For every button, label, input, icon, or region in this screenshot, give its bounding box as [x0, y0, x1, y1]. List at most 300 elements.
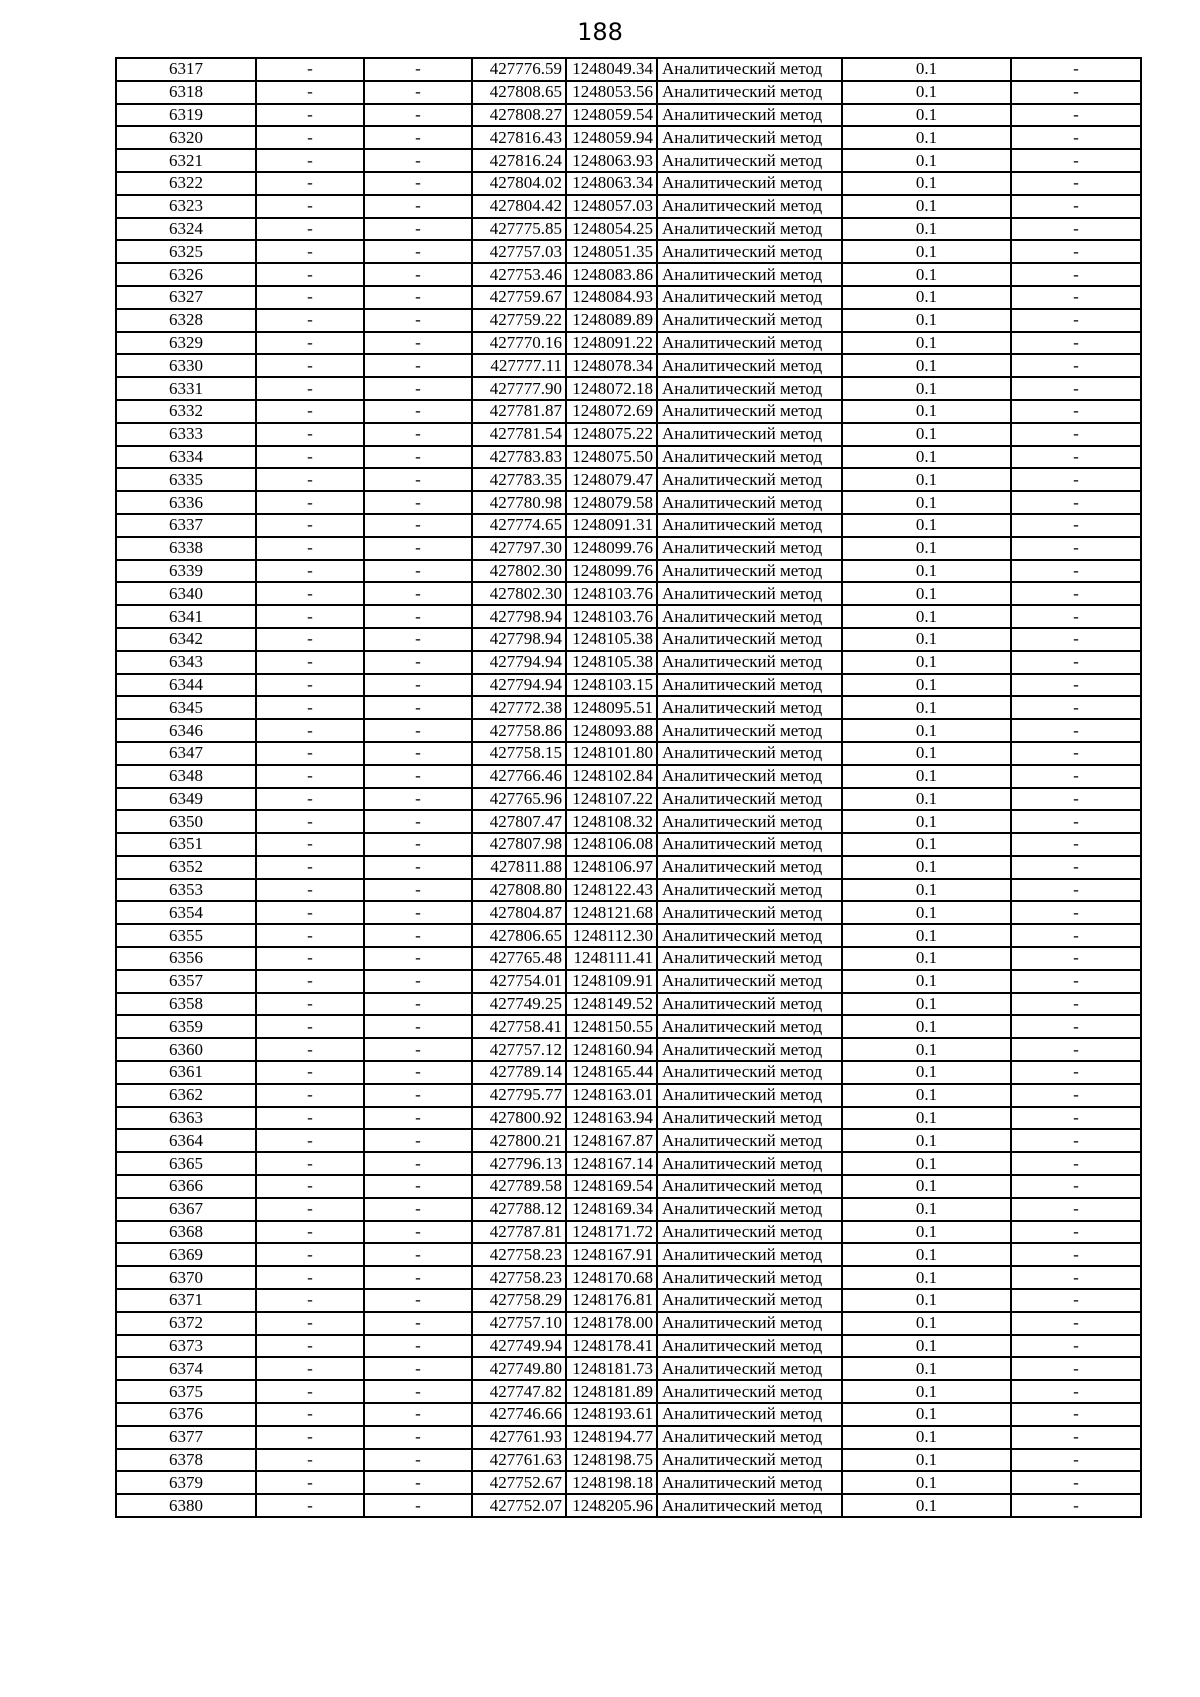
table-body	[116, 58, 1141, 1517]
accuracy-cell: 0.1	[842, 1038, 1011, 1061]
description-cell: -	[1011, 126, 1141, 149]
accuracy-cell: 0.1	[842, 582, 1011, 605]
description-cell: -	[1011, 1084, 1141, 1107]
x-coordinate-cell: 427788.12	[472, 1198, 566, 1221]
x-coordinate-cell: 427754.01	[472, 970, 566, 993]
accuracy-cell: 0.1	[842, 1175, 1011, 1198]
point-number-cell: 6370	[116, 1266, 256, 1289]
accuracy-cell: 0.1	[842, 1357, 1011, 1380]
empty-cell-a: -	[256, 446, 364, 469]
x-coordinate-cell: 427757.12	[472, 1038, 566, 1061]
empty-cell-b: -	[364, 149, 472, 172]
empty-cell-a: -	[256, 1015, 364, 1038]
accuracy-cell: 0.1	[842, 1403, 1011, 1426]
table-row	[116, 901, 1141, 924]
table-row	[116, 1449, 1141, 1472]
point-number-cell: 6353	[116, 879, 256, 902]
method-cell: Аналитический метод	[657, 377, 842, 400]
empty-cell-a: -	[256, 195, 364, 218]
point-number-cell: 6366	[116, 1175, 256, 1198]
empty-cell-b: -	[364, 1038, 472, 1061]
description-cell: -	[1011, 924, 1141, 947]
empty-cell-b: -	[364, 1312, 472, 1335]
description-cell: -	[1011, 58, 1141, 81]
table-row	[116, 605, 1141, 628]
method-cell: Аналитический метод	[657, 856, 842, 879]
empty-cell-b: -	[364, 491, 472, 514]
x-coordinate-cell: 427761.93	[472, 1426, 566, 1449]
y-coordinate-cell: 1248107.22	[566, 788, 657, 811]
x-coordinate-cell: 427808.27	[472, 104, 566, 127]
empty-cell-a: -	[256, 1403, 364, 1426]
empty-cell-b: -	[364, 1198, 472, 1221]
x-coordinate-cell: 427766.46	[472, 765, 566, 788]
table-row	[116, 1175, 1141, 1198]
accuracy-cell: 0.1	[842, 1243, 1011, 1266]
table-row	[116, 1038, 1141, 1061]
table-row	[116, 468, 1141, 491]
accuracy-cell: 0.1	[842, 1129, 1011, 1152]
empty-cell-b: -	[364, 560, 472, 583]
empty-cell-b: -	[364, 810, 472, 833]
description-cell: -	[1011, 1198, 1141, 1221]
x-coordinate-cell: 427781.87	[472, 400, 566, 423]
x-coordinate-cell: 427761.63	[472, 1449, 566, 1472]
x-coordinate-cell: 427816.24	[472, 149, 566, 172]
empty-cell-a: -	[256, 1175, 364, 1198]
x-coordinate-cell: 427780.98	[472, 491, 566, 514]
accuracy-cell: 0.1	[842, 309, 1011, 332]
empty-cell-b: -	[364, 1380, 472, 1403]
method-cell: Аналитический метод	[657, 81, 842, 104]
table-row	[116, 1266, 1141, 1289]
empty-cell-b: -	[364, 674, 472, 697]
y-coordinate-cell: 1248198.75	[566, 1449, 657, 1472]
y-coordinate-cell: 1248178.00	[566, 1312, 657, 1335]
table-row	[116, 1426, 1141, 1449]
accuracy-cell: 0.1	[842, 354, 1011, 377]
method-cell: Аналитический метод	[657, 696, 842, 719]
empty-cell-a: -	[256, 377, 364, 400]
y-coordinate-cell: 1248063.34	[566, 172, 657, 195]
y-coordinate-cell: 1248075.22	[566, 423, 657, 446]
description-cell: -	[1011, 1221, 1141, 1244]
method-cell: Аналитический метод	[657, 788, 842, 811]
x-coordinate-cell: 427765.48	[472, 947, 566, 970]
method-cell: Аналитический метод	[657, 1107, 842, 1130]
method-cell: Аналитический метод	[657, 1289, 842, 1312]
method-cell: Аналитический метод	[657, 605, 842, 628]
point-number-cell: 6354	[116, 901, 256, 924]
x-coordinate-cell: 427774.65	[472, 514, 566, 537]
y-coordinate-cell: 1248111.41	[566, 947, 657, 970]
x-coordinate-cell: 427807.47	[472, 810, 566, 833]
table-row	[116, 400, 1141, 423]
y-coordinate-cell: 1248072.69	[566, 400, 657, 423]
accuracy-cell: 0.1	[842, 605, 1011, 628]
empty-cell-a: -	[256, 514, 364, 537]
empty-cell-a: -	[256, 1357, 364, 1380]
y-coordinate-cell: 1248103.76	[566, 605, 657, 628]
empty-cell-a: -	[256, 537, 364, 560]
empty-cell-a: -	[256, 856, 364, 879]
method-cell: Аналитический метод	[657, 172, 842, 195]
empty-cell-b: -	[364, 1335, 472, 1358]
method-cell: Аналитический метод	[657, 354, 842, 377]
empty-cell-a: -	[256, 126, 364, 149]
table-row	[116, 582, 1141, 605]
empty-cell-b: -	[364, 446, 472, 469]
empty-cell-a: -	[256, 400, 364, 423]
empty-cell-a: -	[256, 993, 364, 1016]
y-coordinate-cell: 1248121.68	[566, 901, 657, 924]
accuracy-cell: 0.1	[842, 81, 1011, 104]
empty-cell-b: -	[364, 1426, 472, 1449]
description-cell: -	[1011, 1380, 1141, 1403]
point-number-cell: 6339	[116, 560, 256, 583]
method-cell: Аналитический метод	[657, 240, 842, 263]
description-cell: -	[1011, 1494, 1141, 1517]
empty-cell-a: -	[256, 810, 364, 833]
accuracy-cell: 0.1	[842, 810, 1011, 833]
y-coordinate-cell: 1248108.32	[566, 810, 657, 833]
x-coordinate-cell: 427789.58	[472, 1175, 566, 1198]
empty-cell-b: -	[364, 582, 472, 605]
accuracy-cell: 0.1	[842, 1494, 1011, 1517]
y-coordinate-cell: 1248181.89	[566, 1380, 657, 1403]
x-coordinate-cell: 427776.59	[472, 58, 566, 81]
x-coordinate-cell: 427798.94	[472, 605, 566, 628]
point-number-cell: 6334	[116, 446, 256, 469]
point-number-cell: 6377	[116, 1426, 256, 1449]
empty-cell-b: -	[364, 605, 472, 628]
point-number-cell: 6321	[116, 149, 256, 172]
accuracy-cell: 0.1	[842, 126, 1011, 149]
accuracy-cell: 0.1	[842, 970, 1011, 993]
table-row	[116, 1221, 1141, 1244]
coordinates-table	[115, 57, 1142, 1518]
description-cell: -	[1011, 947, 1141, 970]
empty-cell-b: -	[364, 332, 472, 355]
method-cell: Аналитический метод	[657, 833, 842, 856]
point-number-cell: 6363	[116, 1107, 256, 1130]
table-row	[116, 879, 1141, 902]
description-cell: -	[1011, 1107, 1141, 1130]
table-row	[116, 81, 1141, 104]
table-row	[116, 833, 1141, 856]
accuracy-cell: 0.1	[842, 491, 1011, 514]
y-coordinate-cell: 1248054.25	[566, 218, 657, 241]
empty-cell-a: -	[256, 468, 364, 491]
description-cell: -	[1011, 1129, 1141, 1152]
point-number-cell: 6356	[116, 947, 256, 970]
description-cell: -	[1011, 719, 1141, 742]
point-number-cell: 6362	[116, 1084, 256, 1107]
accuracy-cell: 0.1	[842, 742, 1011, 765]
method-cell: Аналитический метод	[657, 1312, 842, 1335]
empty-cell-a: -	[256, 1449, 364, 1472]
y-coordinate-cell: 1248089.89	[566, 309, 657, 332]
y-coordinate-cell: 1248051.35	[566, 240, 657, 263]
x-coordinate-cell: 427800.21	[472, 1129, 566, 1152]
x-coordinate-cell: 427758.86	[472, 719, 566, 742]
empty-cell-a: -	[256, 833, 364, 856]
accuracy-cell: 0.1	[842, 628, 1011, 651]
empty-cell-a: -	[256, 719, 364, 742]
empty-cell-a: -	[256, 218, 364, 241]
description-cell: -	[1011, 309, 1141, 332]
method-cell: Аналитический метод	[657, 742, 842, 765]
accuracy-cell: 0.1	[842, 172, 1011, 195]
empty-cell-b: -	[364, 218, 472, 241]
accuracy-cell: 0.1	[842, 400, 1011, 423]
description-cell: -	[1011, 788, 1141, 811]
empty-cell-a: -	[256, 149, 364, 172]
point-number-cell: 6364	[116, 1129, 256, 1152]
empty-cell-a: -	[256, 104, 364, 127]
x-coordinate-cell: 427765.96	[472, 788, 566, 811]
point-number-cell: 6341	[116, 605, 256, 628]
y-coordinate-cell: 1248075.50	[566, 446, 657, 469]
point-number-cell: 6375	[116, 1380, 256, 1403]
y-coordinate-cell: 1248057.03	[566, 195, 657, 218]
method-cell: Аналитический метод	[657, 947, 842, 970]
method-cell: Аналитический метод	[657, 1426, 842, 1449]
x-coordinate-cell: 427795.77	[472, 1084, 566, 1107]
table-row	[116, 947, 1141, 970]
empty-cell-a: -	[256, 1198, 364, 1221]
description-cell: -	[1011, 742, 1141, 765]
point-number-cell: 6333	[116, 423, 256, 446]
accuracy-cell: 0.1	[842, 58, 1011, 81]
accuracy-cell: 0.1	[842, 1198, 1011, 1221]
table-row	[116, 218, 1141, 241]
empty-cell-a: -	[256, 628, 364, 651]
x-coordinate-cell: 427796.13	[472, 1152, 566, 1175]
empty-cell-b: -	[364, 195, 472, 218]
method-cell: Аналитический метод	[657, 126, 842, 149]
y-coordinate-cell: 1248167.14	[566, 1152, 657, 1175]
empty-cell-a: -	[256, 765, 364, 788]
description-cell: -	[1011, 195, 1141, 218]
point-number-cell: 6327	[116, 286, 256, 309]
x-coordinate-cell: 427798.94	[472, 628, 566, 651]
empty-cell-b: -	[364, 58, 472, 81]
table-row	[116, 1494, 1141, 1517]
method-cell: Аналитический метод	[657, 1175, 842, 1198]
empty-cell-a: -	[256, 1266, 364, 1289]
table-row	[116, 628, 1141, 651]
y-coordinate-cell: 1248169.34	[566, 1198, 657, 1221]
y-coordinate-cell: 1248181.73	[566, 1357, 657, 1380]
point-number-cell: 6324	[116, 218, 256, 241]
empty-cell-a: -	[256, 1471, 364, 1494]
empty-cell-b: -	[364, 537, 472, 560]
description-cell: -	[1011, 1403, 1141, 1426]
empty-cell-b: -	[364, 1107, 472, 1130]
method-cell: Аналитический метод	[657, 446, 842, 469]
empty-cell-a: -	[256, 1335, 364, 1358]
empty-cell-a: -	[256, 1038, 364, 1061]
point-number-cell: 6326	[116, 263, 256, 286]
description-cell: -	[1011, 856, 1141, 879]
x-coordinate-cell: 427749.25	[472, 993, 566, 1016]
y-coordinate-cell: 1248099.76	[566, 537, 657, 560]
empty-cell-b: -	[364, 1084, 472, 1107]
point-number-cell: 6358	[116, 993, 256, 1016]
description-cell: -	[1011, 537, 1141, 560]
empty-cell-a: -	[256, 605, 364, 628]
table-row	[116, 856, 1141, 879]
description-cell: -	[1011, 514, 1141, 537]
description-cell: -	[1011, 354, 1141, 377]
method-cell: Аналитический метод	[657, 1266, 842, 1289]
y-coordinate-cell: 1248093.88	[566, 719, 657, 742]
empty-cell-b: -	[364, 423, 472, 446]
empty-cell-b: -	[364, 1061, 472, 1084]
y-coordinate-cell: 1248150.55	[566, 1015, 657, 1038]
empty-cell-a: -	[256, 582, 364, 605]
y-coordinate-cell: 1248078.34	[566, 354, 657, 377]
table-row	[116, 263, 1141, 286]
empty-cell-a: -	[256, 696, 364, 719]
empty-cell-b: -	[364, 263, 472, 286]
empty-cell-a: -	[256, 172, 364, 195]
table-row	[116, 993, 1141, 1016]
description-cell: -	[1011, 970, 1141, 993]
empty-cell-b: -	[364, 1266, 472, 1289]
x-coordinate-cell: 427770.16	[472, 332, 566, 355]
table-row	[116, 58, 1141, 81]
empty-cell-b: -	[364, 696, 472, 719]
empty-cell-b: -	[364, 1289, 472, 1312]
empty-cell-b: -	[364, 1221, 472, 1244]
accuracy-cell: 0.1	[842, 856, 1011, 879]
description-cell: -	[1011, 1335, 1141, 1358]
x-coordinate-cell: 427794.94	[472, 674, 566, 697]
y-coordinate-cell: 1248163.94	[566, 1107, 657, 1130]
y-coordinate-cell: 1248109.91	[566, 970, 657, 993]
y-coordinate-cell: 1248160.94	[566, 1038, 657, 1061]
empty-cell-a: -	[256, 1243, 364, 1266]
method-cell: Аналитический метод	[657, 1449, 842, 1472]
x-coordinate-cell: 427816.43	[472, 126, 566, 149]
method-cell: Аналитический метод	[657, 560, 842, 583]
accuracy-cell: 0.1	[842, 104, 1011, 127]
point-number-cell: 6322	[116, 172, 256, 195]
description-cell: -	[1011, 1243, 1141, 1266]
empty-cell-b: -	[364, 1357, 472, 1380]
description-cell: -	[1011, 1449, 1141, 1472]
description-cell: -	[1011, 332, 1141, 355]
empty-cell-a: -	[256, 1289, 364, 1312]
accuracy-cell: 0.1	[842, 1426, 1011, 1449]
point-number-cell: 6345	[116, 696, 256, 719]
empty-cell-a: -	[256, 674, 364, 697]
y-coordinate-cell: 1248079.47	[566, 468, 657, 491]
y-coordinate-cell: 1248170.68	[566, 1266, 657, 1289]
table-row	[116, 1061, 1141, 1084]
method-cell: Аналитический метод	[657, 1038, 842, 1061]
y-coordinate-cell: 1248105.38	[566, 628, 657, 651]
empty-cell-b: -	[364, 993, 472, 1016]
table-row	[116, 195, 1141, 218]
y-coordinate-cell: 1248091.31	[566, 514, 657, 537]
point-number-cell: 6318	[116, 81, 256, 104]
description-cell: -	[1011, 993, 1141, 1016]
empty-cell-b: -	[364, 879, 472, 902]
empty-cell-a: -	[256, 81, 364, 104]
empty-cell-b: -	[364, 1152, 472, 1175]
y-coordinate-cell: 1248112.30	[566, 924, 657, 947]
method-cell: Аналитический метод	[657, 1380, 842, 1403]
method-cell: Аналитический метод	[657, 901, 842, 924]
accuracy-cell: 0.1	[842, 195, 1011, 218]
method-cell: Аналитический метод	[657, 1221, 842, 1244]
point-number-cell: 6332	[116, 400, 256, 423]
description-cell: -	[1011, 1152, 1141, 1175]
table-row	[116, 1152, 1141, 1175]
empty-cell-a: -	[256, 1061, 364, 1084]
y-coordinate-cell: 1248053.56	[566, 81, 657, 104]
empty-cell-a: -	[256, 286, 364, 309]
method-cell: Аналитический метод	[657, 924, 842, 947]
table-row	[116, 446, 1141, 469]
x-coordinate-cell: 427758.29	[472, 1289, 566, 1312]
method-cell: Аналитический метод	[657, 491, 842, 514]
table-row	[116, 104, 1141, 127]
method-cell: Аналитический метод	[657, 993, 842, 1016]
x-coordinate-cell: 427797.30	[472, 537, 566, 560]
x-coordinate-cell: 427808.80	[472, 879, 566, 902]
table-row	[116, 560, 1141, 583]
x-coordinate-cell: 427749.80	[472, 1357, 566, 1380]
point-number-cell: 6379	[116, 1471, 256, 1494]
point-number-cell: 6331	[116, 377, 256, 400]
empty-cell-a: -	[256, 309, 364, 332]
table-row	[116, 924, 1141, 947]
empty-cell-a: -	[256, 263, 364, 286]
description-cell: -	[1011, 810, 1141, 833]
x-coordinate-cell: 427758.41	[472, 1015, 566, 1038]
x-coordinate-cell: 427781.54	[472, 423, 566, 446]
table-row	[116, 651, 1141, 674]
y-coordinate-cell: 1248171.72	[566, 1221, 657, 1244]
y-coordinate-cell: 1248163.01	[566, 1084, 657, 1107]
empty-cell-a: -	[256, 901, 364, 924]
empty-cell-b: -	[364, 901, 472, 924]
point-number-cell: 6336	[116, 491, 256, 514]
y-coordinate-cell: 1248103.76	[566, 582, 657, 605]
description-cell: -	[1011, 674, 1141, 697]
x-coordinate-cell: 427759.67	[472, 286, 566, 309]
point-number-cell: 6373	[116, 1335, 256, 1358]
y-coordinate-cell: 1248084.93	[566, 286, 657, 309]
empty-cell-a: -	[256, 970, 364, 993]
method-cell: Аналитический метод	[657, 1357, 842, 1380]
table-row	[116, 810, 1141, 833]
empty-cell-a: -	[256, 1084, 364, 1107]
method-cell: Аналитический метод	[657, 1015, 842, 1038]
method-cell: Аналитический метод	[657, 1494, 842, 1517]
empty-cell-b: -	[364, 514, 472, 537]
accuracy-cell: 0.1	[842, 1266, 1011, 1289]
description-cell: -	[1011, 696, 1141, 719]
y-coordinate-cell: 1248194.77	[566, 1426, 657, 1449]
empty-cell-b: -	[364, 628, 472, 651]
description-cell: -	[1011, 1061, 1141, 1084]
empty-cell-a: -	[256, 788, 364, 811]
